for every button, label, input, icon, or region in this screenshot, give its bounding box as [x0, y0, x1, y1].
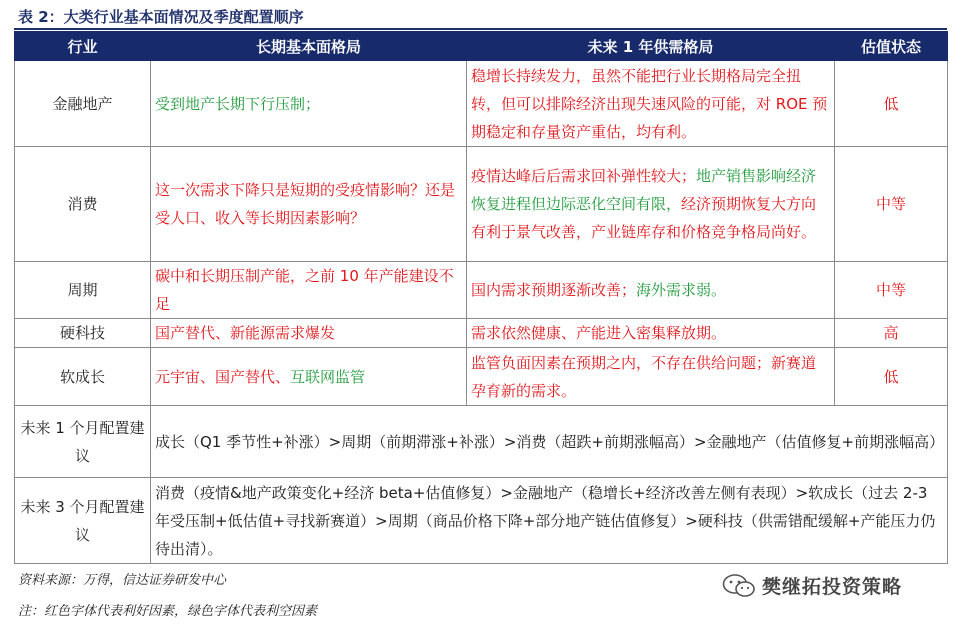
- table-row: [15, 319, 948, 348]
- color-legend-note: 注：红色字体代表利好因素，绿色字体代表利空因素: [18, 604, 318, 619]
- supply-cell: [467, 147, 835, 262]
- brand-watermark: [722, 572, 902, 599]
- table-row: [15, 348, 948, 406]
- table-header-row: [15, 32, 948, 61]
- source-note: 资料来源：万得，信达证券研发中心: [18, 573, 227, 588]
- segment: 监管负面因素在预期之内，不存在供给问题；新赛道孕育新的需求。: [471, 353, 817, 400]
- table-caption: 表 2：大类行业基本面情况及季度配置顺序: [18, 8, 304, 26]
- advice-label-cell: 未来 3 个月配置建议: [15, 478, 151, 564]
- supply-cell: [467, 319, 835, 348]
- caption-divider: [14, 28, 947, 30]
- segment: 国产替代、新能源需求爆发: [155, 324, 336, 342]
- segment: 这一次需求下降只是短期的受疫情影响？还是受人口、收入等长期因素影响？: [155, 181, 456, 227]
- longterm-cell: [151, 319, 467, 348]
- brand-name: 樊继拓投资策略: [762, 576, 903, 598]
- segment: 元宇宙、国产替代、: [155, 367, 291, 386]
- table-row: [15, 478, 948, 564]
- segment: 国内需求预期逐渐改善；: [471, 281, 637, 299]
- longterm-cell: [151, 348, 467, 406]
- supply-cell: [467, 348, 835, 406]
- industry-cell: 硬科技: [15, 319, 151, 348]
- segment: 经济预期恢复大方向有利于景气改善，产业链库存和价格竞争格局尚好。: [471, 195, 817, 241]
- supply-cell: [467, 262, 835, 319]
- industry-cell: 消费: [15, 147, 151, 262]
- industry-cell: 周期: [15, 262, 151, 319]
- table-row: [15, 262, 948, 319]
- longterm-cell: [151, 61, 467, 147]
- segment: 疫情达峰后后需求回补弹性较大；: [471, 167, 697, 185]
- table-row: [15, 406, 948, 478]
- segment: 需求依然健康、产能进入密集释放期。: [471, 324, 727, 342]
- header-longterm: 长期基本面格局: [151, 32, 467, 61]
- header-supply-demand: 未来 1 年供需格局: [467, 32, 835, 61]
- advice-text-cell: 消费（疫情&地产政策变化+经济 beta+估值修复）>金融地产（稳增长+经济改善左侧有表现）>软成长（过去 2-3 年受压制+低估值+寻找新赛道）>周期（商品价格下降+部分地产链估值修复）>硬科技（供需错配缓解+产能压力仍待出清）。: [151, 478, 948, 564]
- header-industry: 行业: [15, 32, 151, 61]
- valuation-cell: 中等: [835, 262, 948, 319]
- industry-cell: 软成长: [15, 348, 151, 406]
- valuation-cell: 低: [835, 61, 948, 147]
- advice-text-cell: 成长（Q1 季节性+补涨）>周期（前期滞涨+补涨）>消费（超跌+前期涨幅高）>金融地产（估值修复+前期涨幅高）: [151, 406, 948, 478]
- valuation-cell: 中等: [835, 147, 948, 262]
- industry-cell: 金融地产: [15, 61, 151, 147]
- segment: 地产销售影响经济恢复进程但边际恶化空间有限，: [471, 167, 817, 213]
- advice-label-cell: 未来 1 个月配置建议: [15, 406, 151, 478]
- header-valuation: 估值状态: [835, 32, 948, 61]
- wechat-icon: [722, 573, 756, 599]
- segment: 海外需求弱。: [636, 281, 727, 299]
- longterm-cell: [151, 147, 467, 262]
- table-row: [15, 61, 948, 147]
- segment: 受到地产长期下行压制；: [155, 94, 321, 113]
- segment: 稳增长持续发力，虽然不能把行业长期格局完全扭转，但可以排除经济出现失速风险的可能，对 ROE 预期稳定和存量资产重估，均有利。: [471, 66, 828, 141]
- supply-cell: [467, 61, 835, 147]
- segment: 碳中和长期压制产能，之前 10 年产能建设不足: [155, 267, 454, 313]
- valuation-cell: 低: [835, 348, 948, 406]
- table-row: [15, 147, 948, 262]
- valuation-cell: 高: [835, 319, 948, 348]
- segment: 互联网监管: [290, 367, 366, 386]
- industry-allocation-table: [14, 31, 948, 564]
- longterm-cell: [151, 262, 467, 319]
